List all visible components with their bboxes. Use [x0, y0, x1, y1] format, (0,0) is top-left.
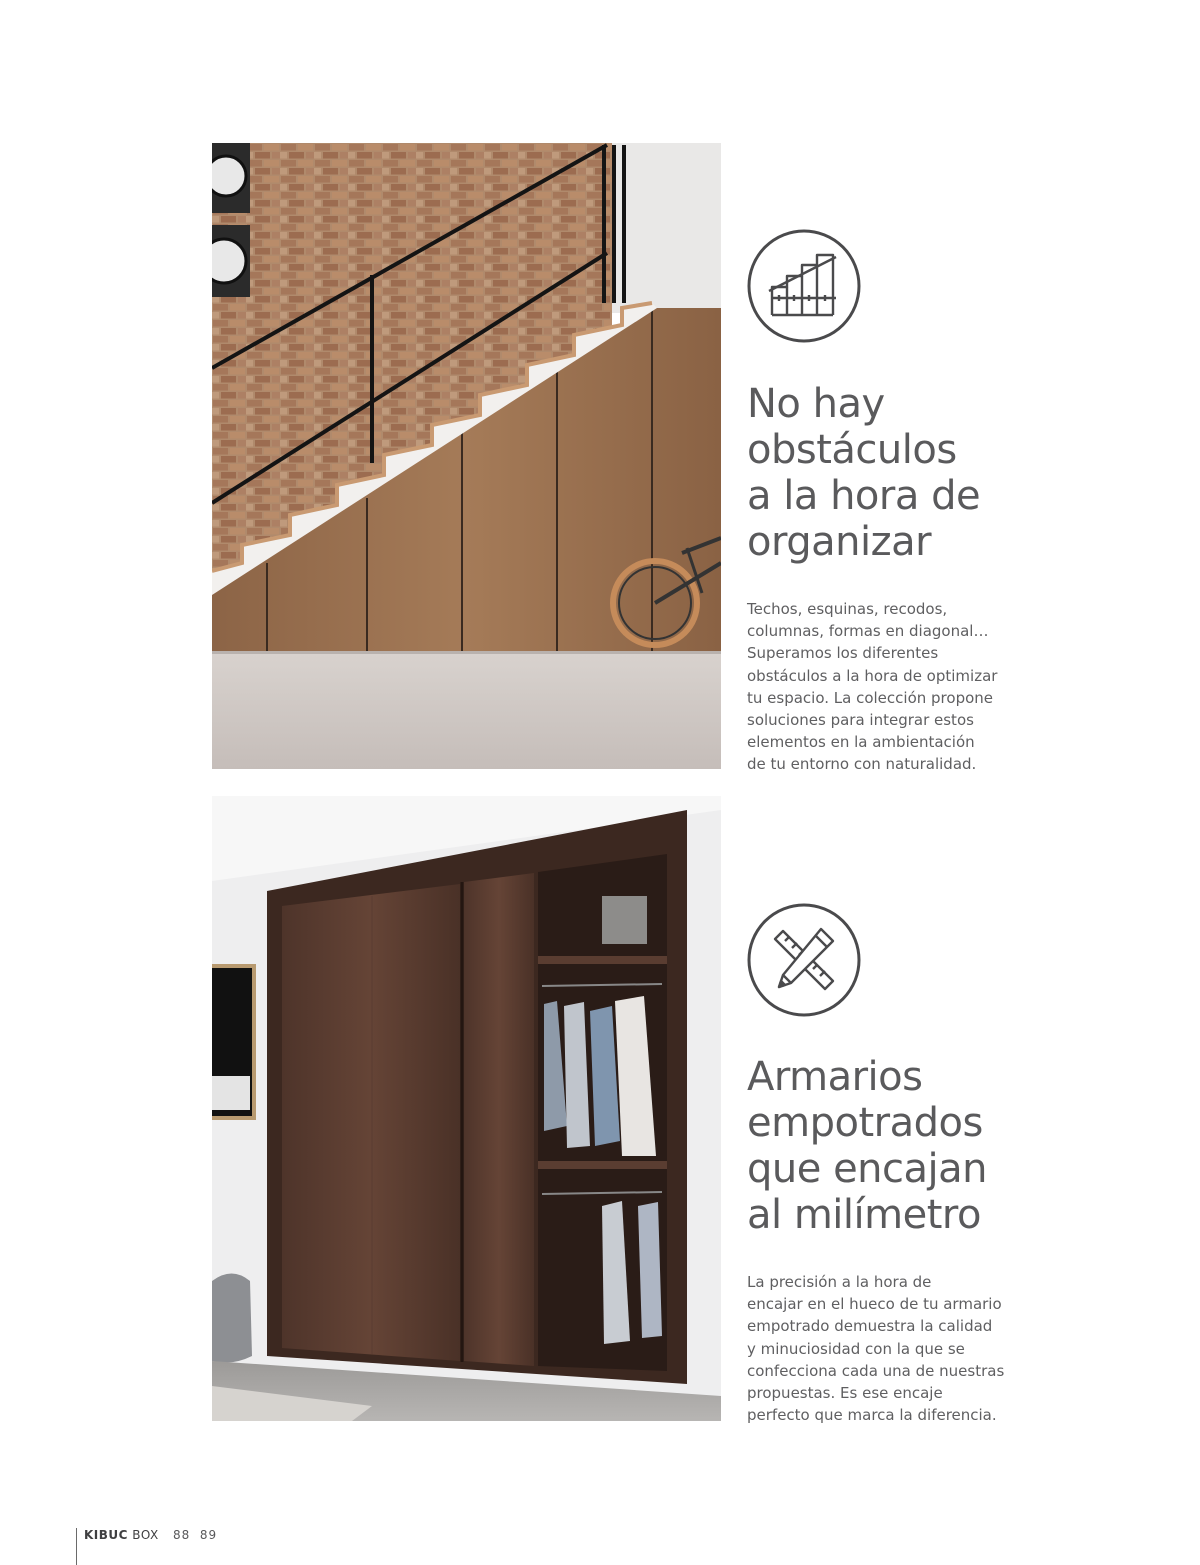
staircase-chart-icon: [747, 229, 861, 343]
under-stair-storage-illustration: [212, 143, 721, 769]
section-body-text: La precisión a la hora de encajar en el hueco de tu armario empotrado demuestra la calidad y minuciosidad con la que se confecciona cada una de nuestras propuestas. Es ese encaje perfecto que marca la diferencia.: [747, 1273, 1005, 1425]
section-body-text: Techos, esquinas, recodos, columnas, formas en diagonal… Superamos los diferentes obstáculos a la hora de optimizar tu espacio. La colección propone soluciones para integrar estos elementos en la ambientación de tu entorno con naturalidad.: [747, 600, 998, 774]
built-in-wardrobe-photo: [212, 796, 721, 1421]
section-heading: No hay obstáculos a la hora de organizar: [747, 381, 981, 565]
footer-divider: [76, 1528, 77, 1565]
brand-name-light: BOX: [132, 1528, 159, 1542]
under-stair-storage-photo: [212, 143, 721, 769]
page-numbers: 88 89: [173, 1528, 218, 1542]
pencil-ruler-icon: [747, 903, 861, 1017]
brand-name: [84, 1528, 159, 1542]
section-heading: Armarios empotrados que encajan al milímetro: [747, 1054, 988, 1238]
built-in-wardrobe-illustration: [212, 796, 721, 1421]
brand-name-bold: KIBUC: [84, 1528, 128, 1542]
